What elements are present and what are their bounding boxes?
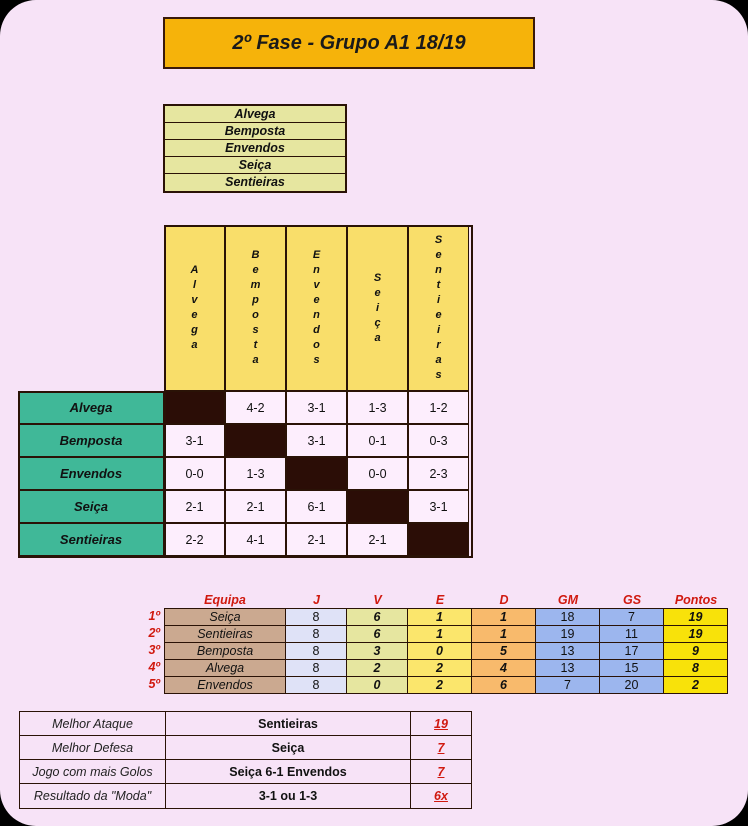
team-list-item: Bemposta [165,123,345,140]
standings-cell-gm: 18 [536,608,600,626]
standings-cell-pts: 8 [664,660,728,677]
standings-header: J [313,593,320,607]
matrix-column-header [225,225,286,391]
standings-position: 3º [148,643,160,657]
matrix-row-label: Alvega [18,391,164,424]
matrix-column-label: S e i ç a [373,271,382,344]
stats-label: Resultado da "Moda" [20,784,166,808]
standings-cell-v: 3 [347,643,408,660]
stats-number: 6x [434,789,448,803]
matrix-column-label: A l v e g a [190,264,199,351]
standings-cell-e: 0 [408,643,472,660]
matrix-row-label: Bemposta [18,424,164,457]
team-list-item: Sentieiras [165,174,345,191]
standings-header: E [435,593,445,607]
standings-header: GM [557,593,579,607]
stats-value: Sentieiras [166,712,411,735]
standings-cell-j: 8 [286,677,347,694]
standings-cell-j: 8 [286,660,347,677]
matrix-result-cell: 4-1 [225,523,286,556]
standings-cell-v: 0 [347,677,408,694]
matrix-result-cell: 0-0 [347,457,408,490]
matrix-result-cell: 2-2 [164,523,225,556]
standings-header: D [499,593,509,607]
standings-cell-team: Envendos [164,677,286,694]
team-list-item: Seiça [165,157,345,174]
matrix-column-header [347,225,408,391]
matrix-row-label: Envendos [18,457,164,490]
standings-cell-e: 1 [408,626,472,643]
stats-table [19,711,472,809]
standings-header: GS [622,593,642,607]
standings-cell-pts: 19 [664,608,728,626]
standings-cell-d: 4 [472,660,536,677]
stats-number: 7 [437,740,445,755]
stats-label: Jogo com mais Golos [20,760,166,783]
standings-header: V [373,593,382,607]
matrix-result-cell: 2-3 [408,457,469,490]
standings-position: 5º [148,677,160,691]
standings-position: 1º [148,609,160,623]
matrix-result-cell: 4-2 [225,391,286,424]
matrix-diagonal-cell [286,457,347,490]
standings-cell-gm: 19 [536,626,600,643]
stats-row [20,760,471,784]
matrix-column-label: E n v e n d o s [312,249,321,366]
matrix-result-cell: 3-1 [164,424,225,457]
standings-cell-team: Alvega [164,660,286,677]
standings-cell-team: Bemposta [164,643,286,660]
standings-cell-team: Sentieiras [164,626,286,643]
standings-cell-e: 1 [408,608,472,626]
matrix-diagonal-cell [408,523,469,556]
matrix-result-cell: 0-3 [408,424,469,457]
standings-cell-team: Seiça [164,608,286,626]
matrix-column-header [164,225,225,391]
matrix-result-cell: 2-1 [347,523,408,556]
standings-header: Equipa [204,593,246,607]
standings-cell-j: 8 [286,608,347,626]
standings-cell-gs: 20 [600,677,664,694]
stats-value: 3-1 ou 1-3 [166,784,411,808]
standings-cell-gs: 15 [600,660,664,677]
matrix-result-cell: 1-3 [347,391,408,424]
standings-cell-d: 5 [472,643,536,660]
matrix-result-cell: 3-1 [286,424,347,457]
matrix-result-cell: 1-3 [225,457,286,490]
standings-position: 2º [148,626,160,640]
standings-cell-j: 8 [286,626,347,643]
stats-row [20,712,471,736]
stats-label: Melhor Ataque [20,712,166,735]
matrix-result-cell: 1-2 [408,391,469,424]
matrix-result-cell: 0-0 [164,457,225,490]
standings-cell-gs: 17 [600,643,664,660]
standings-cell-gm: 13 [536,660,600,677]
stats-value: Seiça [166,736,411,759]
matrix-result-cell: 3-1 [286,391,347,424]
matrix-result-cell: 0-1 [347,424,408,457]
stats-number: 7 [437,764,445,779]
matrix-result-cell: 2-1 [286,523,347,556]
matrix-column-label: B e m p o s t a [250,249,261,366]
standings-cell-j: 8 [286,643,347,660]
team-list-item: Alvega [165,106,345,123]
standings-cell-gm: 7 [536,677,600,694]
matrix-result-cell: 2-1 [164,490,225,523]
matrix-diagonal-cell [347,490,408,523]
standings-cell-e: 2 [408,660,472,677]
standings-cell-v: 6 [347,608,408,626]
matrix-column-label: S e n t i e i r a s [434,234,443,381]
standings-cell-v: 2 [347,660,408,677]
matrix-diagonal-cell [225,424,286,457]
matrix-column-header [408,225,469,391]
stats-label: Melhor Defesa [20,736,166,759]
standings-header: Pontos [674,593,718,607]
standings-cell-pts: 19 [664,626,728,643]
standings-cell-v: 6 [347,626,408,643]
standings-cell-gs: 11 [600,626,664,643]
standings-cell-gs: 7 [600,608,664,626]
standings-cell-pts: 9 [664,643,728,660]
matrix-diagonal-cell [164,391,225,424]
matrix-result-cell: 3-1 [408,490,469,523]
standings-cell-d: 6 [472,677,536,694]
page-title: 2º Fase - Grupo A1 18/19 [163,17,535,69]
team-list-item: Envendos [165,140,345,157]
stats-value: Seiça 6-1 Envendos [166,760,411,783]
stats-number: 19 [434,716,448,731]
standings-cell-pts: 2 [664,677,728,694]
matrix-result-cell: 6-1 [286,490,347,523]
matrix-column-header [286,225,347,391]
standings-cell-gm: 13 [536,643,600,660]
team-list [163,104,347,193]
standings-cell-e: 2 [408,677,472,694]
standings-position: 4º [148,660,160,674]
standings-cell-d: 1 [472,626,536,643]
matrix-result-cell: 2-1 [225,490,286,523]
matrix-row-label: Sentieiras [18,523,164,556]
standings-cell-d: 1 [472,608,536,626]
stats-row [20,736,471,760]
stats-row [20,784,471,808]
matrix-row-label: Seiça [18,490,164,523]
